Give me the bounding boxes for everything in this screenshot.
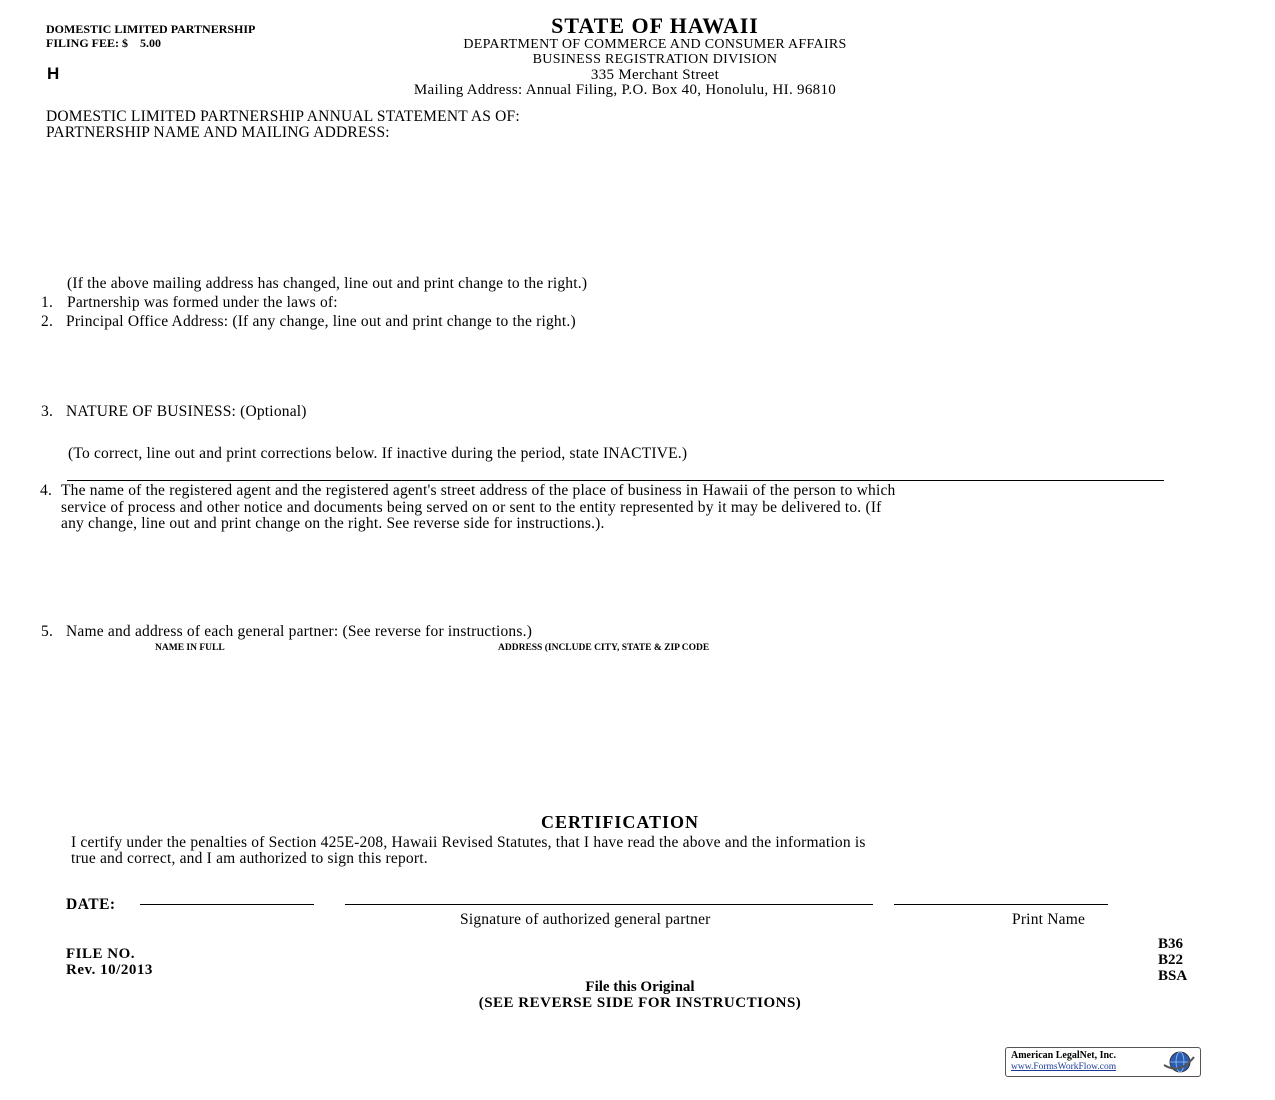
form-code-b22: B22 bbox=[1158, 952, 1184, 968]
print-name-line[interactable] bbox=[894, 904, 1108, 905]
name-address-label: PARTNERSHIP NAME AND MAILING ADDRESS: bbox=[46, 124, 390, 141]
item-3-number: 3. bbox=[41, 403, 54, 420]
filing-fee-label: FILING FEE: $ bbox=[46, 36, 129, 50]
statement-title: DOMESTIC LIMITED PARTNERSHIP ANNUAL STATEMENT AS OF: bbox=[46, 108, 520, 125]
item-3-note: (To correct, line out and print corrections below. If inactive during the period, state INACTIVE.) bbox=[68, 445, 688, 462]
item-4-line-3: any change, line out and print change on the right. See reverse side for instructions.). bbox=[61, 515, 605, 532]
certification-line-2: true and correct, and I am authorized to sign this report. bbox=[71, 850, 428, 867]
item-4-line-1: The name of the registered agent and the registered agent's street address of the place of business in Hawaii of the person to which bbox=[61, 482, 896, 499]
item-1-text: Partnership was formed under the laws of: bbox=[67, 294, 338, 311]
form-code: H bbox=[47, 64, 60, 83]
logo-company-name: American LegalNet, Inc. bbox=[1011, 1050, 1116, 1061]
item-5-text: Name and address of each general partner: (See reverse for instructions.) bbox=[66, 623, 533, 640]
form-code-b36: B36 bbox=[1158, 936, 1184, 952]
form-code-bsa: BSA bbox=[1158, 968, 1188, 984]
state-title: STATE OF HAWAII bbox=[551, 13, 759, 38]
file-original-label: File this Original bbox=[585, 979, 695, 995]
filing-fee bbox=[46, 36, 161, 51]
street-address: 335 Merchant Street bbox=[590, 67, 720, 83]
revision-label: Rev. 10/2013 bbox=[66, 962, 153, 978]
file-number-label: FILE NO. bbox=[66, 946, 136, 962]
item-2-text: Principal Office Address: (If any change, line out and print change to the right.) bbox=[66, 313, 576, 330]
column-name-in-full: NAME IN FULL bbox=[155, 643, 225, 653]
address-change-note: (If the above mailing address has changed, line out and print change to the right.) bbox=[67, 275, 588, 292]
see-reverse-label: (SEE REVERSE SIDE FOR INSTRUCTIONS) bbox=[478, 995, 802, 1011]
filing-fee-amount: 5.00 bbox=[140, 36, 162, 50]
signature-line[interactable] bbox=[345, 904, 873, 905]
date-label: DATE: bbox=[66, 896, 116, 913]
mailing-address: Mailing Address: Annual Filing, P.O. Box 40, Honolulu, HI. 96810 bbox=[413, 82, 837, 98]
form-type-label: DOMESTIC LIMITED PARTNERSHIP bbox=[46, 22, 256, 36]
logo-url-link[interactable]: www.FormsWorkFlow.com bbox=[1011, 1062, 1117, 1072]
signature-label: Signature of authorized general partner bbox=[460, 911, 711, 928]
item-1-number: 1. bbox=[41, 294, 54, 311]
certification-title: CERTIFICATION bbox=[540, 812, 700, 832]
department-name: DEPARTMENT OF COMMERCE AND CONSUMER AFFAIRS bbox=[463, 37, 847, 52]
nature-of-business-line bbox=[67, 480, 1164, 481]
item-5-number: 5. bbox=[41, 623, 54, 640]
print-name-label: Print Name bbox=[1012, 911, 1086, 928]
certification-line-1: I certify under the penalties of Section 425E-208, Hawaii Revised Statutes, that I have read the above and the information is bbox=[71, 834, 866, 851]
item-3-text: NATURE OF BUSINESS: (Optional) bbox=[66, 403, 307, 420]
date-line[interactable] bbox=[140, 904, 314, 905]
american-legalnet-logo[interactable] bbox=[1005, 1047, 1201, 1077]
globe-icon bbox=[1160, 1049, 1198, 1075]
item-4-number: 4. bbox=[40, 482, 53, 499]
division-name: BUSINESS REGISTRATION DIVISION bbox=[532, 52, 778, 67]
item-4-line-2: service of process and other notice and documents being served on or sent to the entity represented by it may be delivered to. (If bbox=[61, 499, 882, 516]
item-2-number: 2. bbox=[41, 313, 54, 330]
column-address: ADDRESS (INCLUDE CITY, STATE & ZIP CODE bbox=[498, 643, 710, 653]
